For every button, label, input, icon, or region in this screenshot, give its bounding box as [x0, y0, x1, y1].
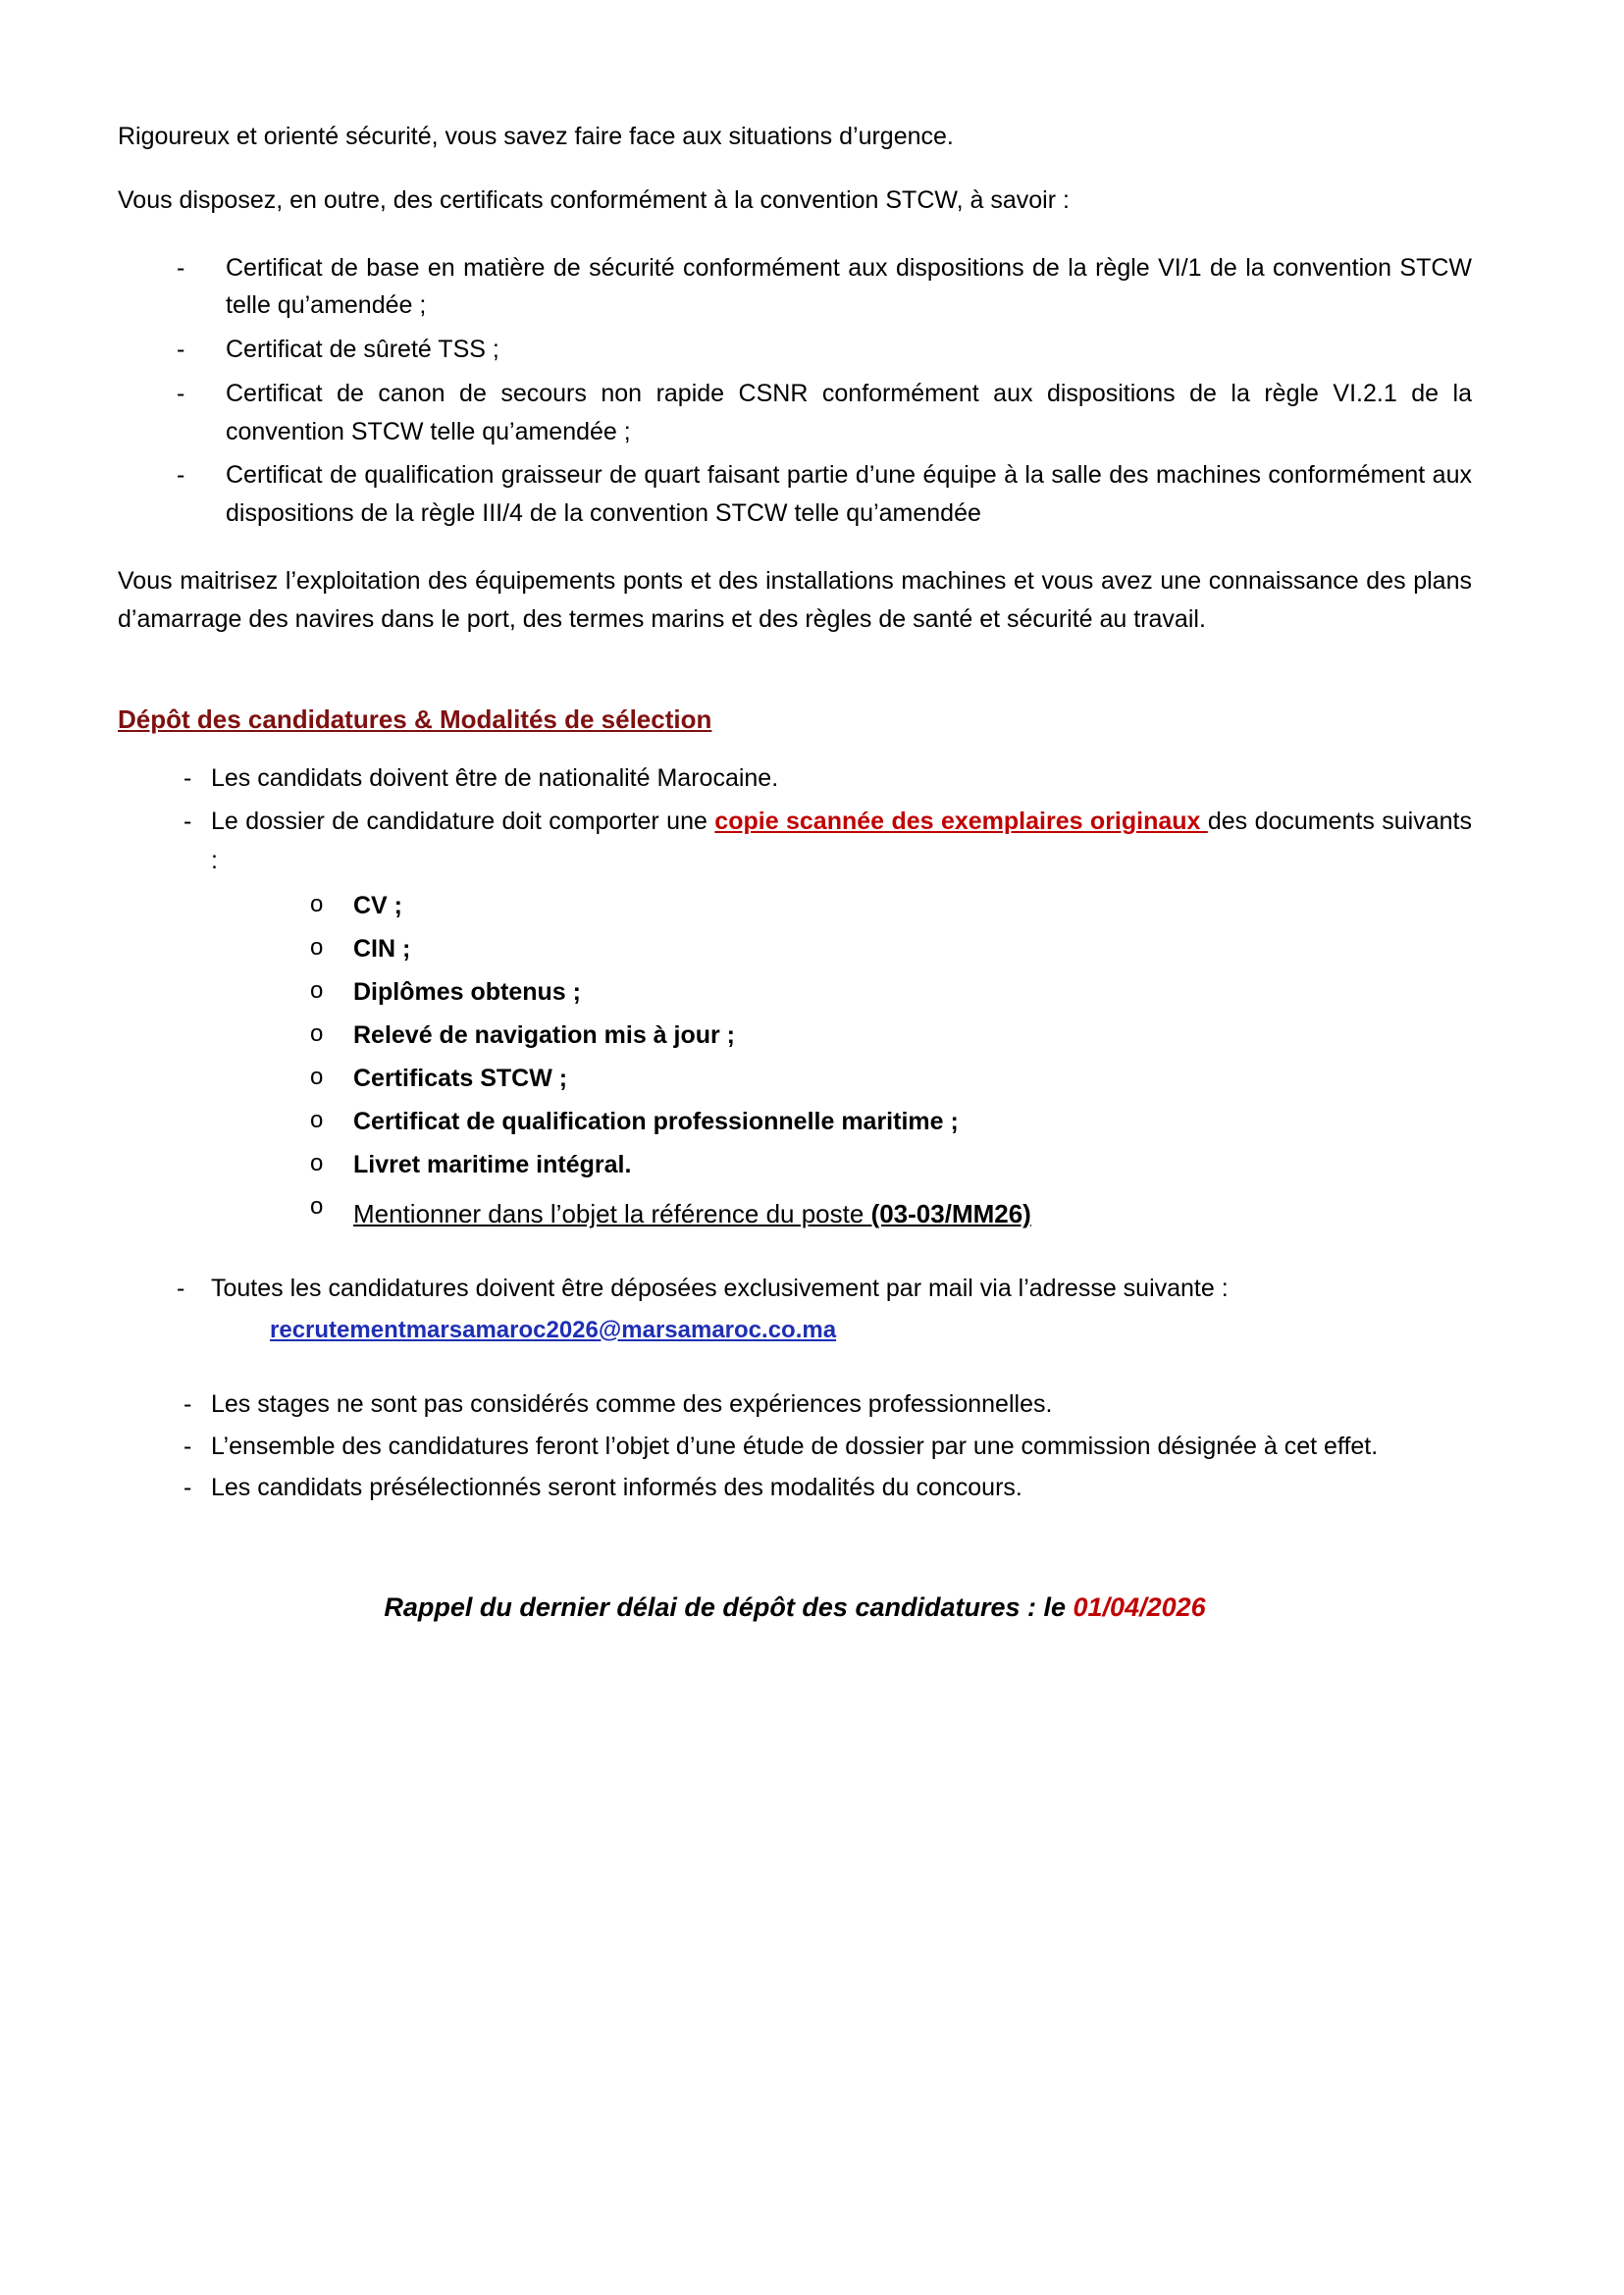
dossier-text-before: Le dossier de candidature doit comporter une — [211, 808, 715, 836]
mail-instruction-text: Toutes les candidatures doivent être déposées exclusivement par mail via l’adresse suivante : — [211, 1274, 1229, 1302]
certificate-text: Certificat de sûreté TSS ; — [226, 336, 499, 363]
certificate-text: Certificat de qualification graisseur de quart faisant partie d’une équipe à la salle des machines conformément aux dispositions de la règle III/4 de la convention STCW telle qu’amendée — [226, 461, 1472, 527]
circle-bullet-icon: o — [310, 1193, 324, 1221]
list-item — [118, 1102, 1472, 1141]
document-text: Livret maritime intégral. — [353, 1151, 632, 1179]
dash-bullet-icon: - — [183, 808, 192, 836]
intro-line-2: Vous disposez, en outre, des certificats conformément à la convention STCW, à savoir : — [118, 185, 1070, 214]
certificate-text: Certificat de base en matière de sécurité conformément aux dispositions de la règle VI/1 de la convention STCW telle qu’amendée ; — [226, 253, 1472, 320]
dash-bullet-icon: - — [183, 764, 192, 793]
reference-code: (03-03/MM26) — [870, 1199, 1031, 1229]
list-item-reference — [118, 1188, 1472, 1235]
dash-bullet-icon: - — [177, 336, 185, 363]
list-item — [118, 1427, 1472, 1467]
final-note-text: Les stages ne sont pas considérés comme des expériences professionnelles. — [211, 1390, 1053, 1419]
nationality-text: Les candidats doivent être de nationalité Marocaine. — [211, 764, 779, 793]
document-text: Certificats STCW ; — [353, 1065, 568, 1093]
list-item — [118, 1145, 1472, 1184]
list-item — [118, 802, 1472, 880]
document-text: CIN ; — [353, 935, 411, 964]
list-item — [118, 456, 1472, 533]
list-item — [118, 331, 1472, 369]
dash-bullet-icon: - — [177, 1274, 185, 1302]
list-item — [118, 1016, 1472, 1055]
documents-list — [118, 886, 1472, 1235]
list-item — [118, 758, 1472, 798]
document-text: CV ; — [353, 892, 402, 920]
intro-line-1: Rigoureux et orienté sécurité, vous savez faire face aux situations d’urgence. — [118, 123, 954, 150]
deadline-date: 01/04/2026 — [1073, 1591, 1206, 1622]
mail-address-line — [211, 1310, 1472, 1349]
dash-bullet-icon: - — [183, 1474, 192, 1502]
dash-bullet-icon: - — [177, 379, 185, 407]
document-text: Certificat de qualification professionnelle maritime ; — [353, 1108, 959, 1136]
deadline-text: Rappel du dernier délai de dépôt des candidatures : le — [384, 1591, 1074, 1622]
mail-instruction — [118, 1269, 1472, 1349]
circle-bullet-icon: o — [310, 891, 324, 918]
application-list — [118, 758, 1472, 880]
section-heading-wrap — [118, 671, 1472, 749]
dossier-text-after: des documents suivants : — [211, 808, 1472, 875]
page-title: Dépôt des candidatures & Modalités de sélection — [118, 704, 712, 735]
list-item — [118, 1059, 1472, 1098]
certificates-list — [118, 249, 1472, 533]
circle-bullet-icon: o — [310, 977, 324, 1005]
certificate-text: Certificat de canon de secours non rapide CSNR conformément aux dispositions de la règle VI.2.1 de la convention STCW telle qu’amendée ; — [226, 379, 1472, 445]
dash-bullet-icon: - — [183, 1432, 192, 1460]
dash-bullet-icon: - — [183, 1390, 192, 1419]
final-notes-list — [118, 1384, 1472, 1508]
reference-text: Mentionner dans l’objet la référence du poste — [353, 1199, 871, 1229]
list-item — [118, 1384, 1472, 1425]
circle-bullet-icon: o — [310, 934, 324, 962]
final-note-text: L’ensemble des candidatures feront l’objet d’une étude de dossier par une commission désignée à cet effet. — [211, 1432, 1379, 1460]
dash-bullet-icon: - — [177, 253, 185, 282]
document-text: Relevé de navigation mis à jour ; — [353, 1021, 736, 1050]
skills-paragraph: Vous maitrisez l’exploitation des équipements ponts et des installations machines et vous avez une connaissance des plans d’amarrage des navires dans le port, des termes marins et des règles de santé et sécurité au travail. — [118, 566, 1472, 633]
email-link[interactable]: recrutementmarsamaroc2026@marsamaroc.co.ma — [270, 1316, 837, 1343]
deadline-reminder — [118, 1592, 1472, 1623]
circle-bullet-icon: o — [310, 1020, 324, 1048]
list-item — [118, 249, 1472, 326]
list-item — [118, 886, 1472, 925]
dash-bullet-icon: - — [177, 461, 185, 490]
final-note-text: Les candidats présélectionnés seront informés des modalités du concours. — [211, 1474, 1022, 1502]
circle-bullet-icon: o — [310, 1107, 324, 1134]
list-item — [118, 375, 1472, 451]
document-text: Diplômes obtenus ; — [353, 978, 581, 1007]
circle-bullet-icon: o — [310, 1150, 324, 1177]
list-item — [118, 972, 1472, 1012]
list-item — [118, 1468, 1472, 1508]
dossier-highlight: copie scannée des exemplaires originaux — [714, 808, 1208, 836]
list-item — [118, 929, 1472, 968]
circle-bullet-icon: o — [310, 1064, 324, 1091]
